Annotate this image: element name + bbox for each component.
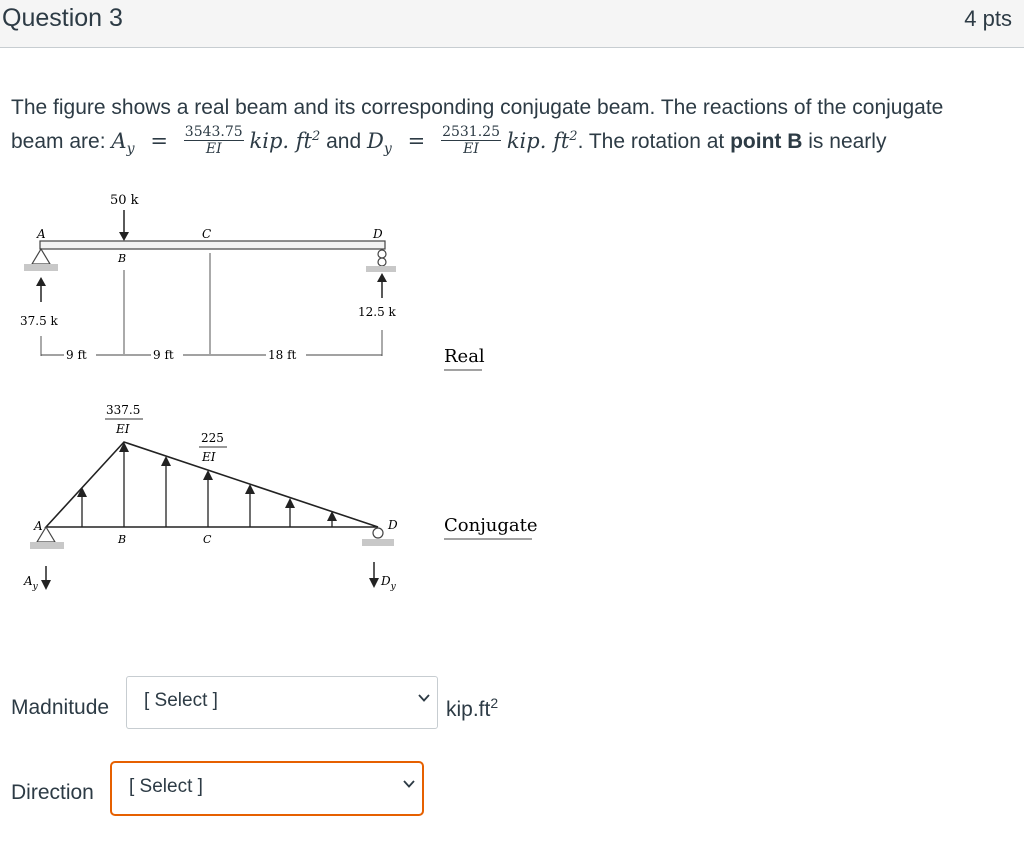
conj-point-a: A xyxy=(34,519,43,533)
direction-label: Direction xyxy=(11,781,94,804)
real-beam-body xyxy=(40,241,385,249)
conjugate-label: Conjugate xyxy=(444,515,538,536)
load-arrow-head xyxy=(119,232,129,241)
real-point-d: D xyxy=(373,227,383,241)
roller-bottom-d xyxy=(378,258,386,266)
real-beam xyxy=(20,193,485,370)
real-load-label: 50 k xyxy=(110,193,139,208)
ay-fraction: $\frac{3543.75}{EI}$ xyxy=(184,124,243,157)
conj-support-d xyxy=(373,528,383,538)
beam-figure xyxy=(0,180,560,610)
question-title: Question 3 xyxy=(2,4,123,32)
conjugate-beam xyxy=(23,403,538,592)
magnitude-label: Madnitude xyxy=(11,696,110,719)
real-point-c: C xyxy=(202,227,212,241)
prompt-line-2 xyxy=(11,126,886,159)
peak-load-den: EI xyxy=(116,422,130,436)
prompt-line-1: The figure shows a real beam and its corresponding conjugate beam. The reactions of the conjugate xyxy=(11,96,944,119)
real-label: Real xyxy=(444,346,485,367)
mid-load-den: EI xyxy=(202,450,216,464)
question-header xyxy=(0,0,1024,48)
chevron-down-icon xyxy=(417,691,431,705)
reaction-label-a: 37.5 k xyxy=(20,314,58,328)
direction-select-value: [ Select ] xyxy=(129,776,203,797)
real-point-a: A xyxy=(37,227,46,241)
conj-point-b: B xyxy=(118,533,127,546)
reaction-label-d: 12.5 k xyxy=(358,305,396,319)
conj-point-d: D xyxy=(388,518,398,532)
prompt-and: and xyxy=(326,130,362,154)
ground-a xyxy=(24,264,58,271)
roller-top-d xyxy=(378,250,386,258)
ay-symbol: $A_y$ xyxy=(111,129,135,158)
mid-load-num: 225 xyxy=(201,431,224,445)
pin-support-a xyxy=(32,249,50,264)
magnitude-select[interactable] xyxy=(126,676,438,729)
dy-unit: kip. $ft^2$ xyxy=(506,129,578,154)
equals-sign-1: = xyxy=(150,129,168,154)
dim-label-2: 9 ft xyxy=(153,348,174,362)
conj-reaction-d-label: $D_y$ xyxy=(381,574,396,592)
dim-label-1: 9 ft xyxy=(66,348,87,362)
prompt-beam-are: beam are: xyxy=(11,130,106,154)
peak-load-num: 337.5 xyxy=(106,403,141,417)
question-points: 4 pts xyxy=(964,6,1012,31)
prompt-point-b: point B xyxy=(730,130,803,154)
dy-fraction: $\frac{2531.25}{EI}$ xyxy=(442,124,500,157)
magnitude-unit: $kip.ft^2$ xyxy=(446,695,499,721)
chevron-down-icon xyxy=(402,777,416,791)
ground-d xyxy=(366,266,396,272)
equals-sign-2: = xyxy=(407,129,426,154)
dy-symbol: $D_y$ xyxy=(367,129,392,158)
direction-select[interactable] xyxy=(110,761,424,816)
prompt-tail-end: is nearly xyxy=(808,130,887,154)
real-point-b: B xyxy=(118,252,127,265)
magnitude-select-value: [ Select ] xyxy=(144,690,218,711)
conj-reaction-a-label: $A_y$ xyxy=(24,574,38,592)
dim-label-3: 18 ft xyxy=(268,348,297,362)
prompt-tail: . The rotation at xyxy=(577,130,725,154)
ay-unit: kip. $ft^2$ xyxy=(249,129,321,154)
conj-point-c: C xyxy=(203,533,212,546)
